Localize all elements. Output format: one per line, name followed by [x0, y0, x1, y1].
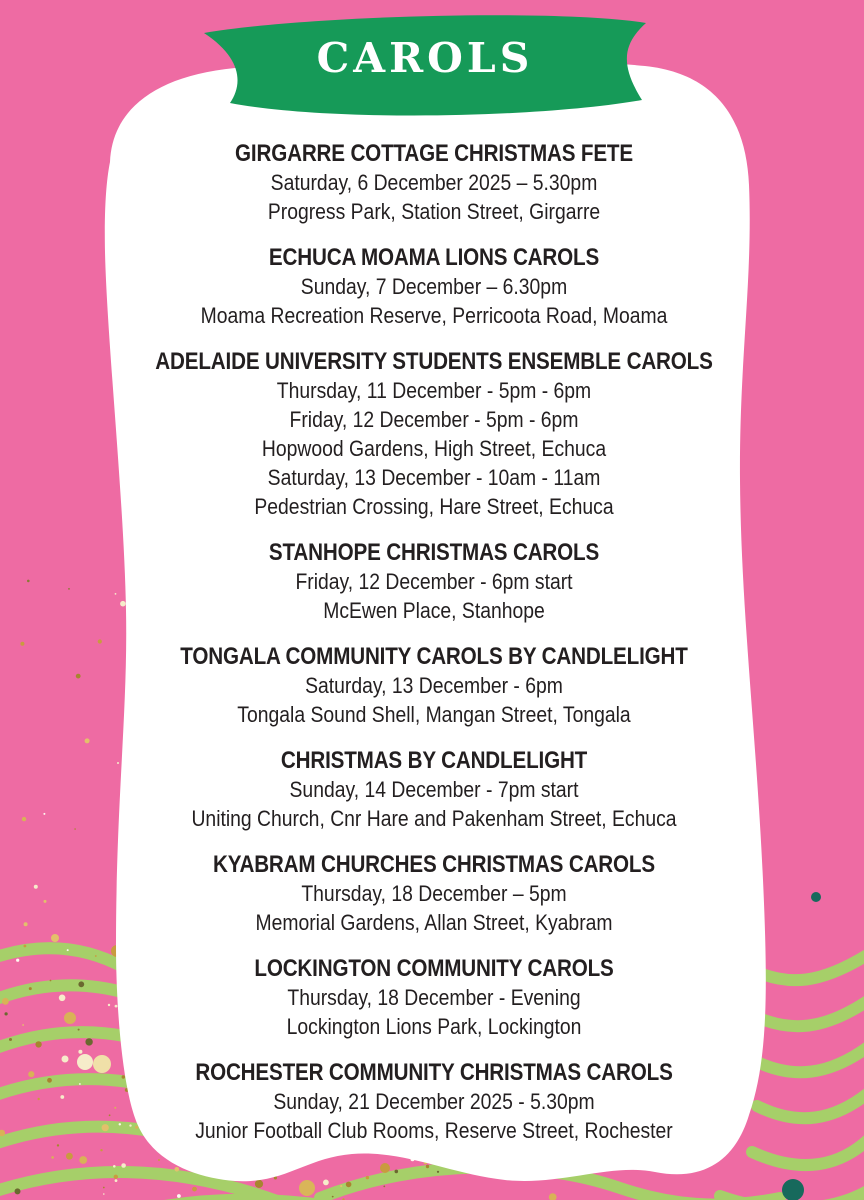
event-title: STANHOPE CHRISTMAS CAROLS	[268, 539, 600, 566]
event-listing	[84, 954, 784, 1041]
event-detail: Sunday, 14 December - 7pm start	[289, 777, 579, 802]
event-detail: McEwen Place, Stanhope	[323, 598, 545, 623]
event-detail: Pedestrian Crossing, Hare Street, Echuca	[254, 494, 614, 519]
event-listing	[84, 139, 784, 226]
event-listing	[84, 642, 784, 729]
event-listing	[84, 1058, 784, 1145]
event-listing	[84, 746, 784, 833]
teal-dot	[811, 892, 821, 902]
event-listing	[84, 347, 784, 521]
event-detail: Thursday, 18 December - Evening	[287, 985, 581, 1010]
event-detail: Uniting Church, Cnr Hare and Pakenham Street, Echuca	[191, 806, 677, 831]
event-title: TONGALA COMMUNITY CAROLS BY CANDLELIGHT	[180, 643, 688, 670]
event-title: KYABRAM CHURCHES CHRISTMAS CAROLS	[213, 851, 655, 878]
event-detail: Saturday, 13 December - 10am - 11am	[267, 465, 601, 490]
event-detail: Lockington Lions Park, Lockington	[286, 1014, 582, 1039]
event-detail: Moama Recreation Reserve, Perricoota Road, Moama	[200, 303, 668, 328]
event-detail: Hopwood Gardens, High Street, Echuca	[261, 436, 607, 461]
event-title: CHRISTMAS BY CANDLELIGHT	[280, 747, 588, 774]
banner-title: CAROLS	[316, 34, 534, 82]
event-detail: Saturday, 13 December - 6pm	[305, 673, 563, 698]
event-detail: Sunday, 21 December 2025 - 5.30pm	[273, 1089, 595, 1114]
event-listing	[84, 538, 784, 625]
event-listing	[84, 850, 784, 937]
event-listing	[84, 243, 784, 330]
event-detail: Friday, 12 December - 6pm start	[295, 569, 573, 594]
event-detail: Thursday, 11 December - 5pm - 6pm	[276, 378, 592, 403]
event-title: LOCKINGTON COMMUNITY CAROLS	[254, 955, 614, 982]
event-detail: Progress Park, Station Street, Girgarre	[267, 199, 601, 224]
event-detail: Junior Football Club Rooms, Reserve Street, Rochester	[195, 1118, 673, 1143]
event-detail: Sunday, 7 December – 6.30pm	[300, 274, 568, 299]
event-title: ROCHESTER COMMUNITY CHRISTMAS CAROLS	[195, 1059, 673, 1086]
event-detail: Saturday, 6 December 2025 – 5.30pm	[270, 170, 598, 195]
events-list	[84, 139, 784, 1145]
event-detail: Memorial Gardens, Allan Street, Kyabram	[255, 910, 613, 935]
event-detail: Friday, 12 December - 5pm - 6pm	[289, 407, 579, 432]
event-title: ADELAIDE UNIVERSITY STUDENTS ENSEMBLE CAROLS	[155, 348, 713, 375]
event-detail: Tongala Sound Shell, Mangan Street, Tongala	[237, 702, 631, 727]
event-title: GIRGARRE COTTAGE CHRISTMAS FETE	[235, 140, 633, 167]
teal-dot	[782, 1179, 804, 1200]
event-title: ECHUCA MOAMA LIONS CAROLS	[268, 244, 600, 271]
event-detail: Thursday, 18 December – 5pm	[301, 881, 567, 906]
